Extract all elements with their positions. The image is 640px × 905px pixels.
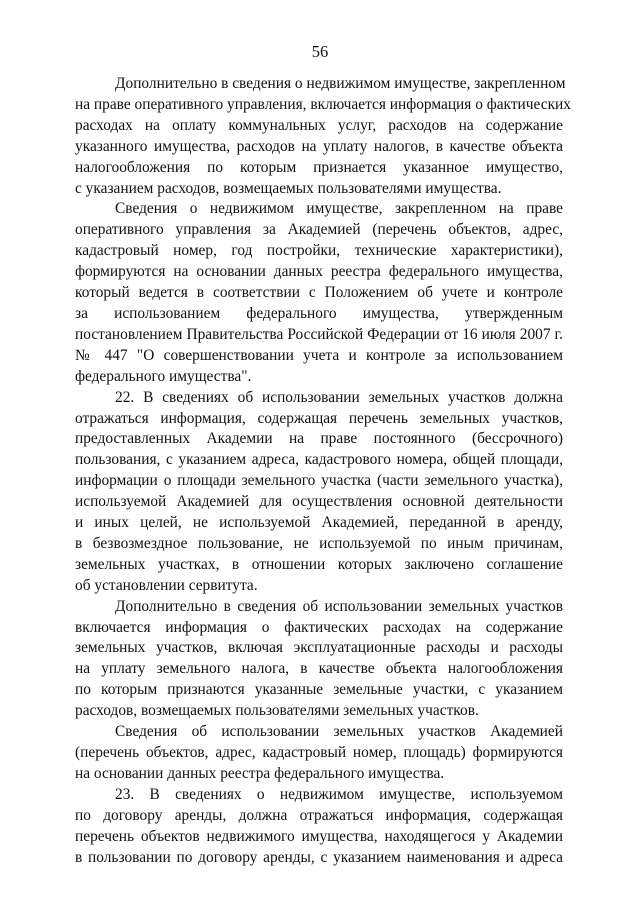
paragraph-line: 23. В сведениях о недвижимом имуществе, используемом xyxy=(115,785,563,803)
paragraph-line: на уплату земельного налога, в качестве объекта налогообложения xyxy=(75,660,563,678)
paragraph xyxy=(75,785,563,869)
paragraph-line: на праве оперативного управления, включается информация о фактических xyxy=(75,95,571,113)
paragraph-line: в безвозмездное пользование, не используемой по иным причинам, xyxy=(75,534,563,552)
paragraph-line: расходах на оплату коммунальных услуг, расходов на содержание xyxy=(75,116,563,134)
paragraph-line: с указанием расходов, возмещаемых пользователями имущества. xyxy=(75,179,502,197)
paragraph xyxy=(75,388,563,597)
paragraph-line: который ведется в соответствии с Положением об учете и контроле xyxy=(75,284,563,302)
paragraph-line: Дополнительно в сведения о недвижимом имуществе, закрепленном xyxy=(115,75,566,92)
paragraph-line: по которым признаются указанные земельные участки, с указанием xyxy=(75,681,563,699)
paragraph xyxy=(75,597,563,722)
paragraph-line: налогообложения по которым признается указанное имущество, xyxy=(75,158,563,176)
paragraph-line: за использованием федерального имущества, утвержденным xyxy=(75,304,563,322)
paragraph-line: постановлением Правительства Российской Федерации от 16 июля 2007 г. xyxy=(75,325,563,343)
paragraph-line: указанного имущества, расходов на уплату налогов, в качестве объекта xyxy=(75,137,563,155)
paragraph-line: Сведения об использовании земельных участков Академией xyxy=(115,723,563,741)
paragraph-line: Дополнительно в сведения об использовании земельных участков xyxy=(115,597,563,615)
paragraph-line: и иных целей, не используемой Академией, переданной в аренду, xyxy=(75,514,563,532)
paragraph-line: кадастровый номер, год постройки, технические характеристики), xyxy=(75,242,563,260)
paragraph-line: отражаться информация, содержащая перечень земельных участков, xyxy=(75,409,563,427)
paragraph xyxy=(75,722,563,785)
paragraph-line: оперативного управления за Академией (перечень объектов, адрес, xyxy=(75,221,563,239)
paragraph-line: используемой Академией для осуществления основной деятельности xyxy=(75,493,563,511)
paragraph-line: формируются на основании данных реестра федерального имущества, xyxy=(75,263,563,281)
paragraph-line: пользования, с указанием адреса, кадастрового номера, общей площади, xyxy=(75,451,563,469)
paragraph xyxy=(75,199,563,387)
paragraph-line: предоставленных Академии на праве постоянного (бессрочного) xyxy=(75,430,563,448)
paragraph-line: земельных участков, включая эксплуатационные расходы и расходы xyxy=(75,639,563,657)
document-body xyxy=(75,74,571,868)
paragraph-line: 22. В сведениях об использовании земельных участков должна xyxy=(115,388,563,406)
paragraph-line: по договору аренды, должна отражаться информация, содержащая xyxy=(75,806,563,824)
paragraph xyxy=(75,74,571,199)
paragraph-line: об установлении сервитута. xyxy=(75,576,258,594)
paragraph-line: включается информация о фактических расходах на содержание xyxy=(75,618,563,636)
paragraph-line: № 447 "О совершенствовании учета и контроле за использованием xyxy=(75,346,563,364)
paragraph-line: Сведения о недвижимом имуществе, закрепленном на праве xyxy=(115,200,563,218)
paragraph-line: на основании данных реестра федерального имущества. xyxy=(75,764,445,782)
paragraph-line: земельных участках, в отношении которых заключено соглашение xyxy=(75,555,563,573)
paragraph-line: (перечень объектов, адрес, кадастровый номер, площадь) формируются xyxy=(75,744,563,761)
paragraph-line: информации о площади земельного участка (части земельного участка), xyxy=(75,472,563,490)
paragraph-line: в пользовании по договору аренды, с указанием наименования и адреса xyxy=(75,848,563,866)
paragraph-line: федерального имущества". xyxy=(75,367,252,385)
page-number: 56 xyxy=(311,42,329,61)
paragraph-line: расходов, возмещаемых пользователями земельных участков. xyxy=(75,702,479,720)
paragraph-line: перечень объектов недвижимого имущества, находящегося у Академии xyxy=(75,827,563,845)
